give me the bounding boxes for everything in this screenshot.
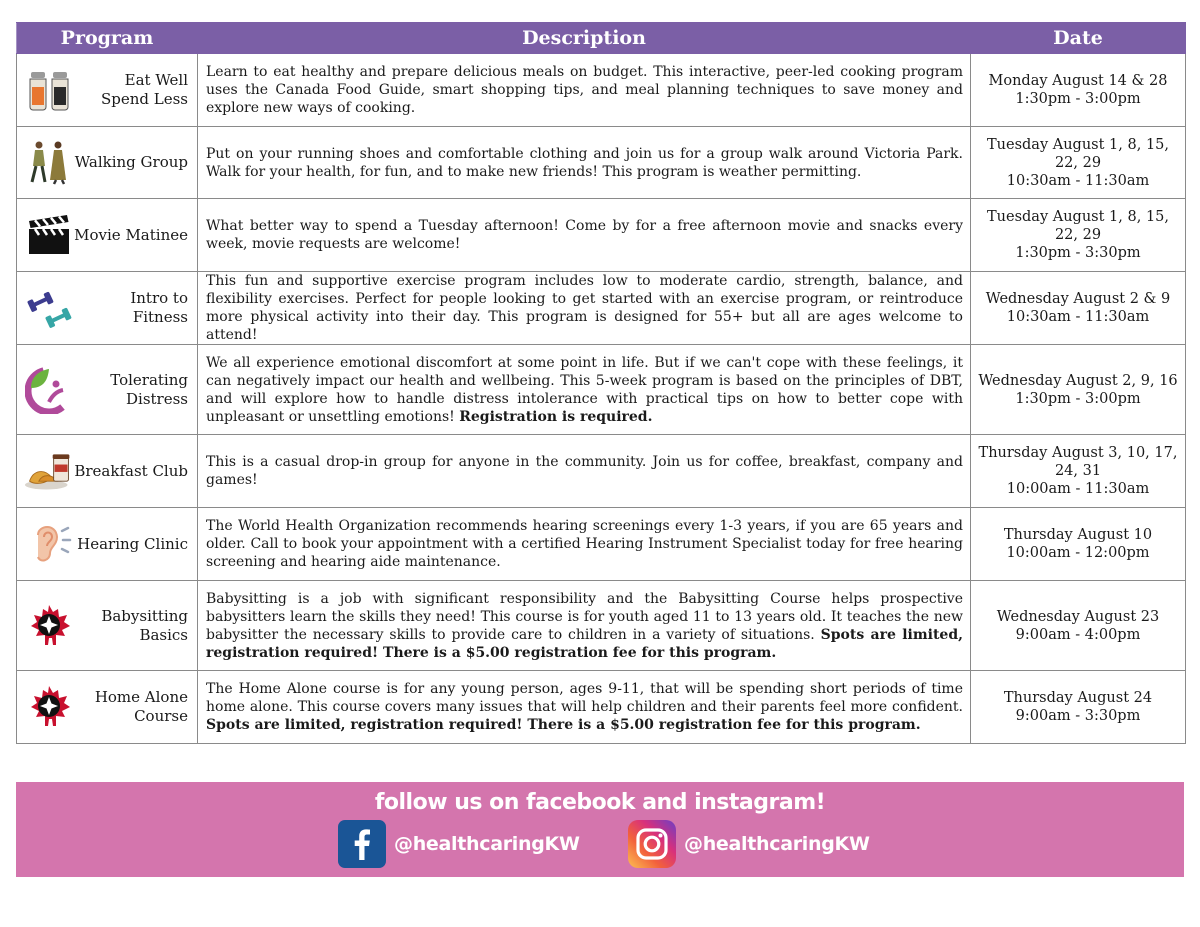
date-days: Wednesday August 23 <box>996 608 1160 625</box>
table-row <box>17 435 1186 508</box>
date-days: Thursday August 10 <box>1003 527 1153 543</box>
program-date <box>971 508 1186 581</box>
program-date <box>971 435 1186 508</box>
description-emphasis: Spots are limited, registration required! There is a $5.00 registration fee for this program. <box>206 717 921 733</box>
program-description <box>198 345 971 435</box>
description-text: Babysitting is a job with significant responsibility and the Babysitting Course helps prospective babysitters learn the skills they need! This course is for youth aged 11 to 13 years old. It teaches the new babysitter the necessary skills to provide care to children in a variety of situations. <box>206 590 963 643</box>
program-description <box>198 581 971 671</box>
program-name-line: Breakfast Club <box>74 461 188 480</box>
walking-people-icon <box>24 139 74 187</box>
wellness-leaf-icon <box>24 366 74 414</box>
table-row <box>17 127 1186 199</box>
header-program: Program <box>17 23 198 54</box>
program-description <box>198 435 971 508</box>
description-text: Put on your running shoes and comfortable clothing and join us for a group walk around Victoria Park. Walk for your health, for fun, and to make new friends! This program is weather permitting. <box>206 145 963 180</box>
table-row <box>17 345 1186 435</box>
program-name <box>74 462 188 481</box>
program-name-line: Basics <box>139 625 188 644</box>
program-name <box>74 289 188 327</box>
description-text: We all experience emotional discomfort at some point in life. But if we can't cope with these feelings, it can negatively impact our health and wellbeing. This 5-week program is based on the principles of DBT, and will explore how to handle distress intolerance with practical tips on how to better cope with unpleasant or unsettling emotions! <box>206 354 963 425</box>
program-description <box>198 199 971 272</box>
program-name-line: Babysitting <box>101 606 188 625</box>
program-schedule-table <box>16 22 1186 744</box>
date-days: Wednesday August 2 & 9 <box>985 291 1171 307</box>
program-name-line: Walking Group <box>74 153 188 171</box>
date-days: Wednesday August 2, 9, 16 <box>978 372 1178 389</box>
breakfast-icon <box>24 447 74 495</box>
date-days: Tuesday August 1, 8, 15, 22, 29 <box>986 136 1169 171</box>
program-name <box>101 71 188 109</box>
program-date <box>971 54 1186 127</box>
date-days: Monday August 14 & 28 <box>988 73 1168 89</box>
program-cell <box>17 508 198 581</box>
description-emphasis: Spots are limited, registration required! There is a $5.00 registration fee for this program. <box>206 626 963 661</box>
table-row <box>17 671 1186 744</box>
social-footer <box>16 782 1184 877</box>
salt-pepper-icon <box>24 66 74 114</box>
facebook-icon <box>338 820 386 868</box>
instagram-handle[interactable]: @healthcaringKW <box>684 833 870 855</box>
program-name-line: Movie Matinee <box>74 225 188 244</box>
instagram-link[interactable] <box>628 820 870 868</box>
program-name <box>74 226 188 245</box>
program-name <box>75 153 188 172</box>
program-cell <box>17 199 198 272</box>
program-date <box>971 345 1186 435</box>
facebook-link[interactable] <box>338 820 580 868</box>
date-time: 9:00am - 3:30pm <box>1015 708 1141 724</box>
header-date: Date <box>971 23 1186 54</box>
program-name-line: Hearing Clinic <box>77 534 188 553</box>
description-text: This fun and supportive exercise program includes low to moderate cardio, strength, balance, and flexibility exercises. Perfect for people looking to get started with an exercise program, or reintroduce more physical activity into their day. This program is designed for 55+ but all are ages welcome to attend! <box>206 273 963 343</box>
table-header-row <box>17 23 1186 54</box>
program-date <box>971 199 1186 272</box>
program-name-line: Tolerating <box>110 370 188 389</box>
program-cell <box>17 345 198 435</box>
program-cell <box>17 671 198 744</box>
description-text: This is a casual drop-in group for anyone in the community. Join us for coffee, breakfast, company and games! <box>206 454 963 488</box>
date-time: 10:00am - 12:00pm <box>1006 545 1150 561</box>
description-emphasis: Registration is required. <box>459 408 653 425</box>
description-text: What better way to spend a Tuesday afternoon! Come by for a free afternoon movie and snacks every week, movie requests are welcome! <box>206 218 963 252</box>
program-description <box>198 272 971 345</box>
table-row <box>17 199 1186 272</box>
table-row <box>17 581 1186 671</box>
program-name-line: Distress <box>126 389 188 408</box>
program-cell <box>17 581 198 671</box>
program-cell <box>17 127 198 199</box>
instagram-icon <box>628 820 676 868</box>
program-cell <box>17 435 198 508</box>
table-row <box>17 272 1186 345</box>
program-name-line: Eat Well <box>124 71 188 89</box>
program-name-line: Home Alone <box>94 688 188 706</box>
program-description <box>198 508 971 581</box>
date-days: Tuesday August 1, 8, 15, 22, 29 <box>986 209 1169 243</box>
date-time: 9:00am - 4:00pm <box>1015 626 1141 643</box>
program-cell <box>17 54 198 127</box>
table-row <box>17 54 1186 127</box>
description-text: Learn to eat healthy and prepare delicious meals on budget. This interactive, peer-led cooking program uses the Canada Food Guide, smart shopping tips, and meal planning techniques to save money and explore new ways of cooking. <box>206 64 963 116</box>
date-time: 1:30pm - 3:30pm <box>1015 245 1141 261</box>
program-description <box>198 127 971 199</box>
st-john-ambulance-icon <box>24 602 74 650</box>
program-name <box>110 371 188 409</box>
program-cell <box>17 272 198 345</box>
date-days: Thursday August 3, 10, 17, 24, 31 <box>978 445 1178 479</box>
facebook-handle[interactable]: @healthcaringKW <box>394 833 580 855</box>
date-time: 10:30am - 11:30am <box>1006 172 1150 189</box>
program-date <box>971 671 1186 744</box>
date-time: 10:30am - 11:30am <box>1006 309 1150 325</box>
program-description <box>198 54 971 127</box>
program-name <box>101 607 188 645</box>
date-time: 1:30pm - 3:00pm <box>1015 91 1141 107</box>
ear-icon <box>24 520 74 568</box>
header-description: Description <box>198 23 971 54</box>
program-date <box>971 127 1186 199</box>
st-john-ambulance-icon <box>24 683 74 731</box>
dumbbells-icon <box>24 284 74 332</box>
date-days: Thursday August 24 <box>1003 690 1153 706</box>
description-text: The World Health Organization recommends hearing screenings every 1-3 years, if you are 65 years and older. Call to book your appointment with a certified Hearing Instrument Specialist today for free hearing screening and hearing aide maintenance. <box>206 518 963 570</box>
footer-heading: follow us on facebook and instagram! <box>374 790 826 815</box>
program-name-line: Course <box>134 707 188 725</box>
program-description <box>198 671 971 744</box>
description-text: The Home Alone course is for any young person, ages 9-11, that will be spending short periods of time home alone. This course covers many issues that will help children and their parents feel more confident. <box>206 681 963 715</box>
date-time: 10:00am - 11:30am <box>1006 481 1150 497</box>
program-name-line: Intro to Fitness <box>130 289 188 326</box>
clapperboard-icon <box>24 211 74 259</box>
date-time: 1:30pm - 3:00pm <box>1015 390 1141 407</box>
program-name <box>95 688 188 726</box>
program-name-line: Spend Less <box>100 90 188 108</box>
program-date <box>971 272 1186 345</box>
table-row <box>17 508 1186 581</box>
program-date <box>971 581 1186 671</box>
program-name <box>77 535 188 554</box>
